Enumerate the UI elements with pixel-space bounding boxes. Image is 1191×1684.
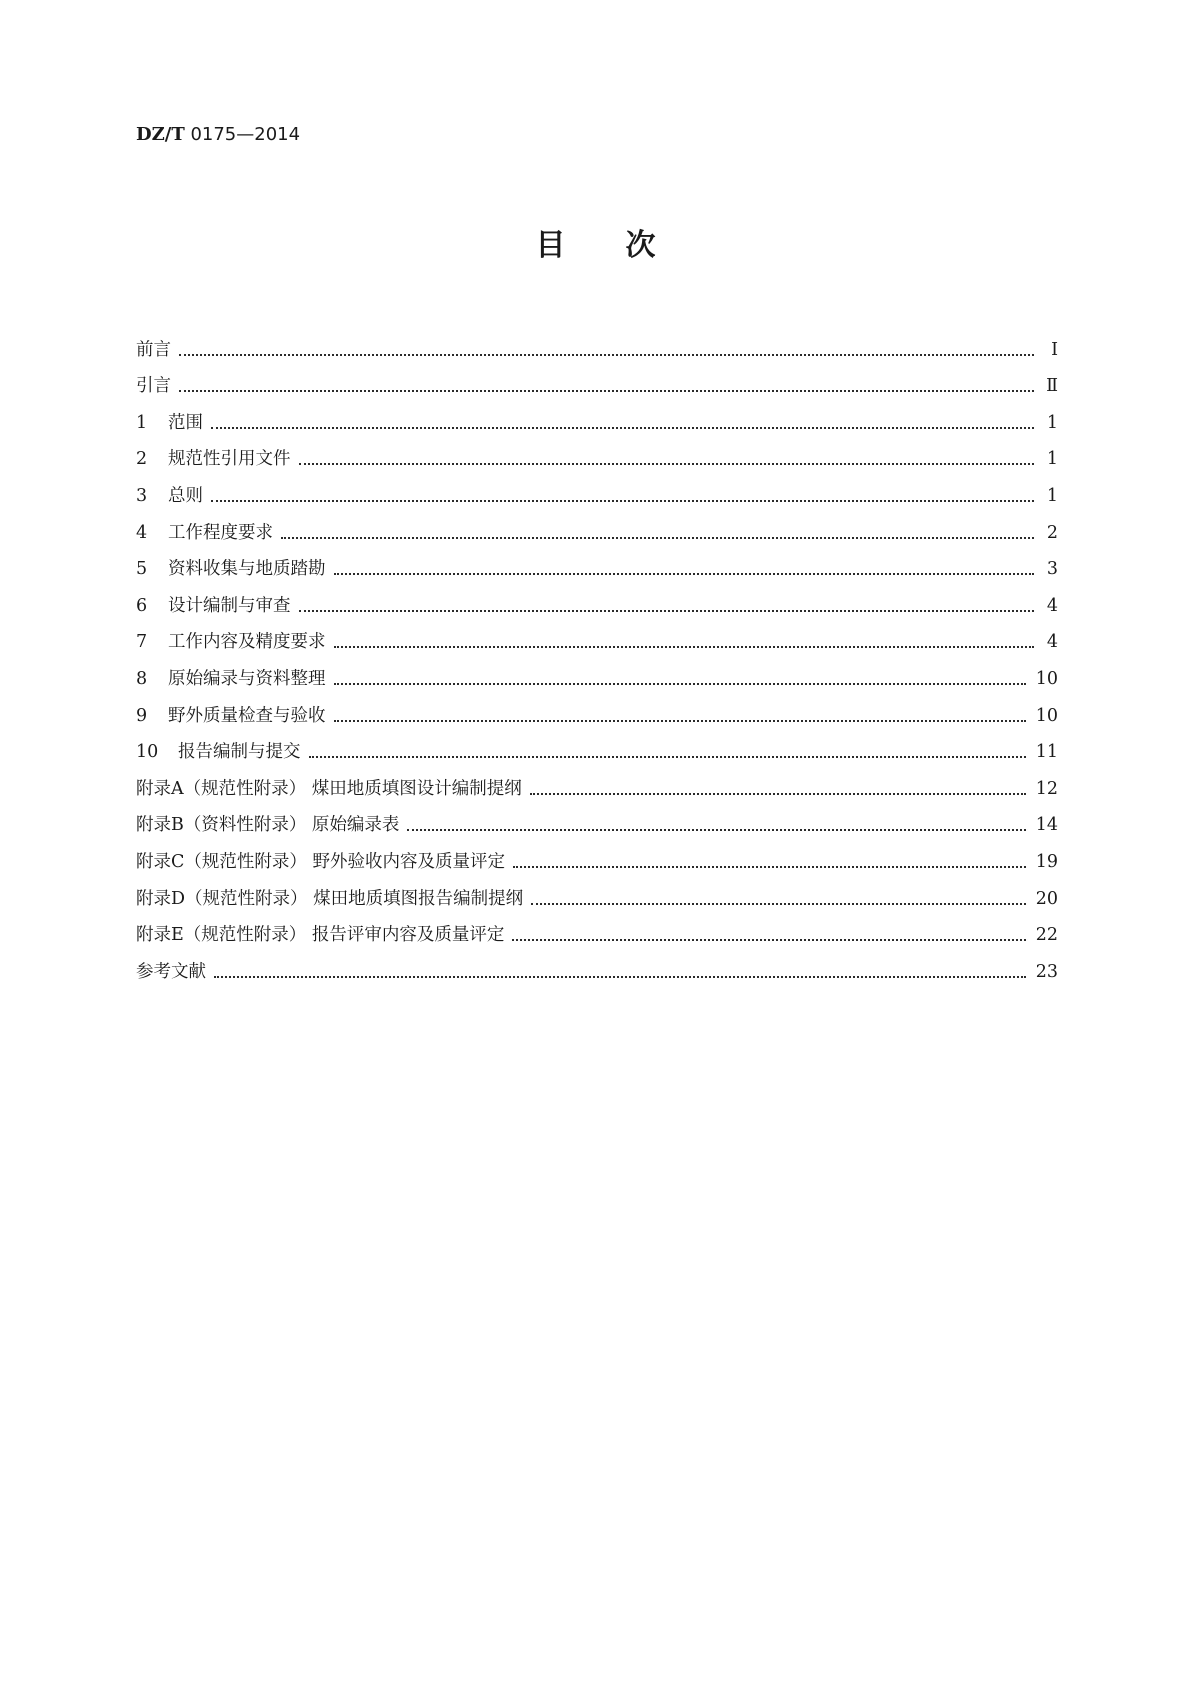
toc-entry[interactable] (136, 470, 1058, 507)
toc-entry-page: 1 (1046, 412, 1058, 433)
toc-entry-number: 4 (136, 522, 148, 543)
toc-entry[interactable] (136, 507, 1058, 544)
toc-list (136, 324, 1058, 983)
toc-entry[interactable] (136, 873, 1058, 910)
toc-entry-number: 8 (136, 668, 148, 689)
toc-entry-page: 22 (1035, 925, 1058, 946)
toc-entry-page: 3 (1046, 559, 1058, 580)
toc-entry-number: 6 (136, 595, 148, 616)
toc-entry[interactable] (136, 727, 1058, 764)
toc-entry-page: 10 (1035, 705, 1058, 726)
toc-entry-label: 资料收集与地质踏勘 (168, 559, 326, 580)
standard-number: 0175—2014 (190, 124, 301, 145)
dot-leader (334, 720, 1026, 722)
toc-entry[interactable] (136, 617, 1058, 654)
toc-title: 目次 (535, 228, 716, 263)
toc-entry-page: 2 (1046, 522, 1058, 543)
toc-entry-page: Ⅱ (1046, 376, 1058, 397)
toc-entry[interactable] (136, 910, 1058, 947)
toc-entry-page: 1 (1046, 485, 1058, 506)
toc-entry-page: 10 (1035, 668, 1058, 689)
toc-entry-label: 总则 (168, 485, 203, 506)
toc-entry-label: 附录A（规范性附录） 煤田地质填图设计编制提纲 (136, 778, 522, 799)
dot-leader (179, 354, 1034, 356)
toc-entry-page: Ⅰ (1051, 339, 1058, 360)
toc-entry-label: 附录E（规范性附录） 报告评审内容及质量评定 (136, 925, 505, 946)
toc-entry-number: 1 (136, 412, 148, 433)
standard-prefix: DZ/T (136, 124, 185, 145)
toc-entry[interactable] (136, 361, 1058, 398)
toc-entry-label: 附录B（资料性附录） 原始编录表 (136, 815, 400, 836)
dot-leader (281, 537, 1034, 539)
toc-entry-label: 参考文献 (136, 961, 206, 982)
toc-entry-number: 5 (136, 559, 148, 580)
toc-entry-number: 9 (136, 705, 148, 726)
dot-leader (530, 793, 1026, 795)
dot-leader (334, 683, 1026, 685)
dot-leader (211, 500, 1034, 502)
toc-entry-label: 设计编制与审查 (168, 595, 291, 616)
dot-leader (211, 427, 1034, 429)
toc-entry-label: 工作程度要求 (168, 522, 273, 543)
toc-entry[interactable] (136, 324, 1058, 361)
toc-entry-page: 4 (1046, 632, 1058, 653)
toc-entry-number: 7 (136, 632, 148, 653)
toc-entry[interactable] (136, 397, 1058, 434)
dot-leader (179, 390, 1034, 392)
toc-entry[interactable] (136, 544, 1058, 581)
toc-entry-page: 23 (1035, 961, 1058, 982)
standard-code (136, 124, 300, 145)
toc-entry-number: 2 (136, 449, 148, 470)
toc-entry-page: 19 (1035, 851, 1058, 872)
toc-entry-number: 3 (136, 485, 148, 506)
dot-leader (214, 976, 1026, 978)
toc-entry-page: 1 (1046, 449, 1058, 470)
toc-entry-label: 附录C（规范性附录） 野外验收内容及质量评定 (136, 851, 505, 872)
dot-leader (531, 903, 1026, 905)
dot-leader (309, 756, 1026, 758)
dot-leader (407, 829, 1025, 831)
toc-entry[interactable] (136, 763, 1058, 800)
toc-entry-label: 原始编录与资料整理 (168, 668, 326, 689)
toc-entry-label: 报告编制与提交 (178, 742, 301, 763)
toc-entry[interactable] (136, 434, 1058, 471)
toc-entry-page: 20 (1035, 888, 1058, 909)
toc-entry-label: 附录D（规范性附录） 煤田地质填图报告编制提纲 (136, 888, 524, 909)
toc-entry-page: 14 (1035, 815, 1058, 836)
dot-leader (299, 610, 1035, 612)
toc-entry[interactable] (136, 690, 1058, 727)
toc-entry-number: 10 (136, 742, 159, 763)
dot-leader (512, 939, 1025, 941)
toc-entry-page: 12 (1035, 778, 1058, 799)
toc-entry-page: 11 (1035, 742, 1058, 763)
dot-leader (299, 463, 1035, 465)
toc-entry-label: 规范性引用文件 (168, 449, 291, 470)
toc-entry-page: 4 (1046, 595, 1058, 616)
toc-entry-label: 范围 (168, 412, 203, 433)
toc-entry[interactable] (136, 946, 1058, 983)
toc-entry-label: 引言 (136, 376, 171, 397)
dot-leader (334, 646, 1035, 648)
dot-leader (334, 573, 1035, 575)
toc-entry[interactable] (136, 836, 1058, 873)
toc-entry-label: 野外质量检查与验收 (168, 705, 326, 726)
dot-leader (513, 866, 1026, 868)
toc-entry[interactable] (136, 800, 1058, 837)
toc-entry-label: 前言 (136, 339, 171, 360)
toc-entry-label: 工作内容及精度要求 (168, 632, 326, 653)
toc-entry[interactable] (136, 580, 1058, 617)
toc-entry[interactable] (136, 653, 1058, 690)
